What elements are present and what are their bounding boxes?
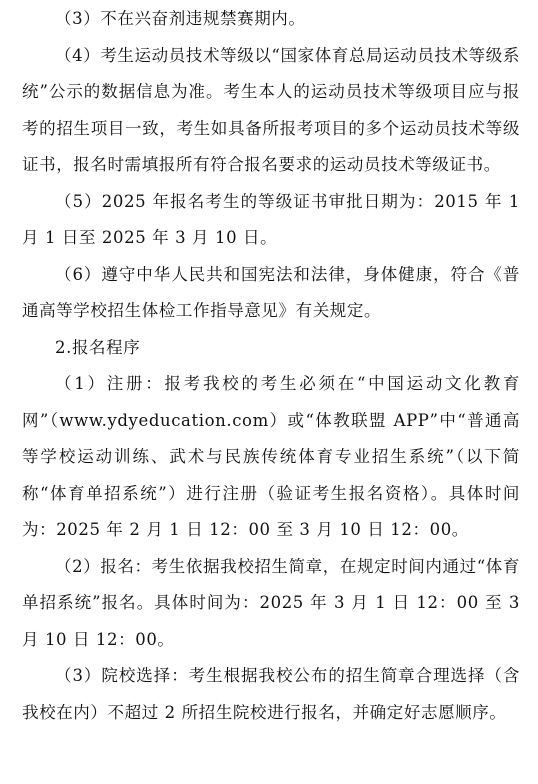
section-heading-registration-procedure: 2.报名程序: [55, 337, 141, 357]
paragraph-account-registration: （1）注册：报考我校的考生必须在“中国运动文化教育网”（www.ydyeducation.com）或“体教联盟 APP”中“普通高等学校运动训练、武术与民族传统体育专业招生系统”（以下简称“体育单招系统”）进行注册（验证考生报名资格）。具体时间为：2025 年 2 月 1 日 12：00 至 3 月 10 日 12：00。: [22, 374, 520, 539]
paragraph-school-selection: （3）院校选择：考生根据我校公布的招生简章合理选择（含我校在内）不超过 2 所招生院校进行报名，并确定好志愿顺序。: [22, 666, 520, 722]
paragraph-health-requirement: （6）遵守中华人民共和国宪法和法律，身体健康，符合《普通高等学校招生体检工作指导意见》有关规定。: [22, 264, 520, 320]
paragraph-certificate-date: （5）2025 年报名考生的等级证书审批日期为：2015 年 1 月 1 日至 2025 年 3 月 10 日。: [22, 191, 520, 247]
paragraph-doping-ban: （3）不在兴奋剂违规禁赛期内。: [55, 9, 306, 28]
paragraph-application: （2）报名：考生依据我校招生简章，在规定时间内通过“体育单招系统”报名。具体时间为：2025 年 3 月 1 日 12：00 至 3 月 10 日 12：00。: [22, 556, 520, 649]
paragraph-athlete-level: （4）考生运动员技术等级以“国家体育总局运动员技术等级系统”公示的数据信息为准。考生本人的运动员技术等级项目应与报考的招生项目一致，考生如具备所报考项目的多个运动员技术等级证书，报名时需填报所有符合报名要求的运动员技术等级证书。: [22, 45, 520, 174]
